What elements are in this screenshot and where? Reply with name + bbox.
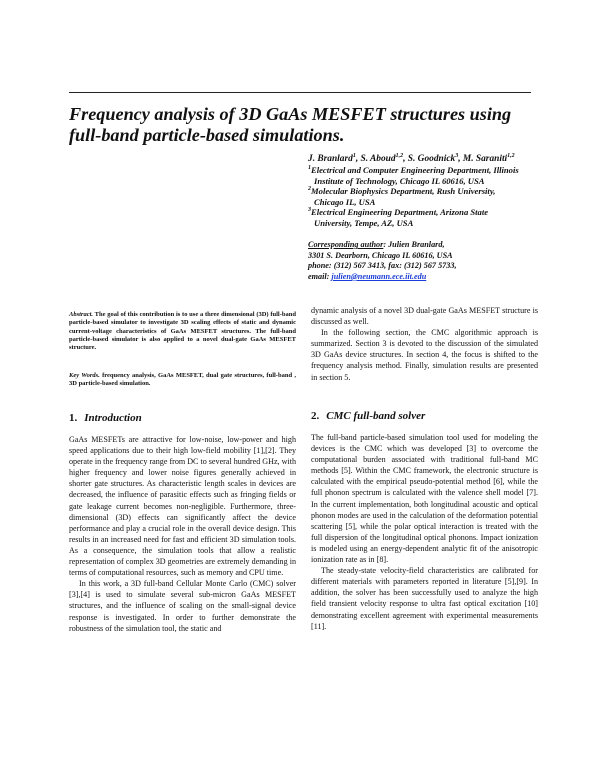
corresponding-address: 3301 S. Dearborn, Chicago IL 60616, USA (308, 250, 453, 260)
corresponding-author: Corresponding author: Julien Branlard, 3301 S. Dearborn, Chicago IL 60616, USA phone: (312) 567 3413, fax: (312) 567 5733, email: julien@neumann.ece.iit.edu (308, 240, 568, 282)
intro-continued-body (311, 305, 538, 383)
affiliation: $^3$Electrical Engineering Department, Arizona State University, Tempe, AZ, USA (308, 207, 489, 228)
author-name: S. Aboud$^{1,2}$, (360, 152, 408, 164)
section-heading-cmc: 2. CMC full-band solver (311, 410, 426, 422)
paper-title: Frequency analysis of 3D GaAs MESFET structures using full-band particle-based simulations. (69, 104, 512, 145)
affiliation: $^1$Electrical and Computer Engineering Department, Illinois Institute of Technology, Chicago IL 60616, USA (308, 165, 519, 186)
abstract: Abstract. The goal of this contribution is to use a three dimensional (3D) full-band particle-based simulator to investigate 3D scaling effects of static and dynamic current-voltage characteristics of GaAs MESFET structures. The full-band particle-based simulator is also applied to a novel dual-gate GaAs MESFET structure. (69, 311, 296, 352)
section-heading-introduction: 1. Introduction (69, 412, 142, 424)
introduction-body (69, 434, 296, 634)
email-link[interactable]: julien@neumann.ece.iit.edu (331, 271, 427, 281)
corresponding-label: Corresponding author (308, 240, 384, 249)
paragraph: dynamic analysis of a novel 3D dual-gate GaAs MESFET structure is discussed as well. (311, 306, 538, 327)
author-name: J. Branlard$^1$, (308, 152, 361, 164)
paragraph: The steady-state velocity-field characteristics are calibrated for different materials with parameters reported in literature [5],[9]. In addition, the solver has been successfully used to analyze the high field transient velocity response to ultra fast optical excitation [10] demonstrating excellent agreement with experimental measurements [11]. (311, 566, 538, 631)
affiliation: $^2$Molecular Biophysics Department, Rush University, Chicago IL, USA (308, 186, 496, 207)
paragraph: GaAs MESFETs are attractive for low-noise, low-power and high speed applications due to their high low-field mobility [1],[2]. They operate in the frequency range from DC to several hundred GHz, with higher frequency and lower noise figures generally achieved in shorter gate structures. As characteristic length scales in devices are decreased, the influence of parasitic effects such as fringing fields or gate leakage current becomes non-negligible. Furthermore, three-dimensional (3D) effects can significantly affect the device performance and play a crucial role in the overall device design. This results in an increased need for fast and efficient 3D simulation tools. As a consequence, the simulation tools that allow a realistic representation of complex 3D geometries are extremely demanding in terms of computational resources, such as memory and CPU time. (69, 435, 296, 578)
keywords: Key Words. frequency analysis, GaAs MESFET, dual gate structures, full-band , 3D particle-based simulation. (69, 372, 296, 388)
paragraph: The full-band particle-based simulation tool used for modeling the devices is the CMC which was developed [3] to overcome the computational burden associated with traditional full-band MC methods [5]. Within the CMC framework, the electronic structure is calculated with the empirical pseudo-potential method [6], while the full phonon spectrum is calculated with the valence shell model [7]. In the current implementation, both longitudinal acoustic and optical phonon modes are used in the calculation of the deformation potential scattering [5], while the polar optical interaction is treated with the full dispersion of the longitudinal optical phonons. Impact ionization is modeled using an energy-dependent analytic fit of the anisotropic ionization rate as in [8]. (311, 433, 538, 565)
author-names (308, 154, 568, 165)
top-rule (69, 92, 531, 93)
paragraph: In this work, a 3D full-band Cellular Monte Carlo (CMC) solver [3],[4] is used to simulate several sub-micron GaAs MESFET structures, and the influence of scaling on the small-signal device response is investigated. In order to further demonstrate the robustness of the simulation tool, the static and (69, 579, 296, 633)
corresponding-phone: phone: (312) 567 3413, fax: (312) 567 5733, (308, 261, 457, 271)
author-name: M. Saraniti$^{1,2}$ (462, 152, 515, 164)
paragraph: In the following section, the CMC algorithmic approach is summarized. Section 3 is devoted to the discussion of the simulated 3D GaAs device structures. In section 4, the focus is shifted to the frequency analysis method. Finally, simulation results are presented in section 5. (311, 328, 538, 382)
author-name: S. Goodnick$^3$, (407, 152, 463, 164)
author-block (308, 154, 568, 228)
cmc-body (311, 432, 538, 632)
